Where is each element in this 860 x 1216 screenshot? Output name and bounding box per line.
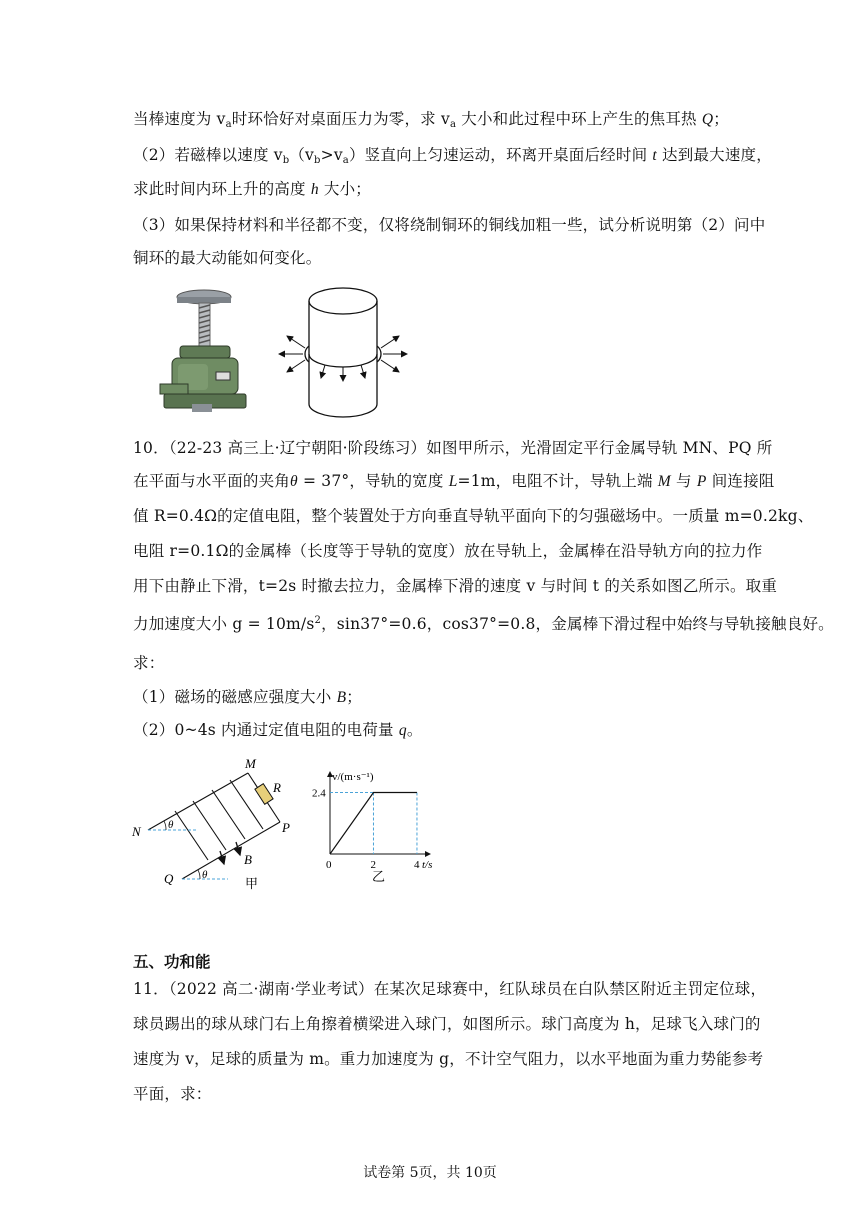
q10-line-3: 值 R=0.4Ω的定值电阻，整个装置处于方向垂直导轨平面向下的匀强磁场中。一质量 m=0.2kg、 — [133, 507, 814, 525]
vt-graph-yi — [312, 768, 448, 882]
q10-line-2: 在平面与水平面的夹角θ = 37°，导轨的宽度 L=1m，电阻不计，导轨上端 M 与 P 间连接阻 — [133, 472, 775, 490]
label-n: N — [132, 824, 141, 839]
q10-line-7: 求： — [133, 654, 165, 672]
q11-line-3: 速度为 v，足球的质量为 m。重力加速度为 g，不计空气阻力，以水平地面为重力势能参考 — [133, 1050, 764, 1068]
q11-line-1: 11．（2022 高二·湖南·学业考试）在某次足球赛中，红队球员在白队禁区附近主罚定位球， — [133, 980, 767, 998]
q10-line-4: 电阻 r=0.1Ω的金属棒（长度等于导轨的宽度）放在导轨上，金属棒在沿导轨方向的拉力作 — [133, 542, 763, 560]
q9-part2-line-2: 求此时间内环上升的高度 h 大小； — [133, 180, 372, 198]
q10-line-1: 10．（22-23 高三上·辽宁朝阳·阶段练习）如图甲所示，光滑固定平行金属导轨 MN、PQ 所 — [133, 439, 773, 457]
label-theta-2: θ — [202, 869, 208, 881]
section-heading: 五、功和能 — [133, 952, 211, 971]
q11-line-4: 平面，求： — [133, 1085, 212, 1103]
q10-sub-2: （2）0~4s 内通过定值电阻的电荷量 q。 — [133, 721, 423, 739]
y-axis-label: v/(m·s⁻¹) — [332, 771, 374, 783]
x-tick-label-2: 2 — [370, 859, 376, 871]
x-tick-label-4: 4 — [413, 859, 420, 871]
x-tick-label-0: 0 — [326, 859, 332, 871]
q9-part3-line-1: （3）如果保持材料和半径都不变，仅将绕制铜环的铜线加粗一些，试分析说明第（2）问中 — [133, 216, 766, 234]
label-b: B — [244, 852, 252, 867]
q10-line-6: 力加速度大小 $g = 10m/s^2$，sin37°=0.6，cos37°=0.8，金属棒下滑过程中始终与导轨接触良好。 — [133, 615, 834, 633]
label-r: R — [273, 780, 281, 795]
x-axis-label: t/s — [422, 859, 433, 871]
q9-part2-line-1: （2）若磁棒以速度 $v_b(v_b>v_a)$竖直向上匀速运动，环离开桌面后经时间 t 达到最大速度， — [133, 146, 772, 166]
rail-diagram-jia — [128, 752, 303, 892]
label-theta-1: θ — [168, 819, 174, 831]
label-m: M — [245, 756, 256, 771]
cylinder-diagram — [275, 284, 411, 420]
caption-jia: 甲 — [245, 876, 259, 891]
label-p: P — [282, 820, 290, 835]
page-footer: 试卷第 5页，共 10页 — [363, 1165, 497, 1181]
screw-jack-image — [158, 288, 252, 414]
y-tick-label-2-4: 2.4 — [312, 787, 326, 800]
q9-line-1: 当棒速度为 $v_a$时环恰好对桌面压力为零，求 $v_a$ 大小和此过程中环上产生的焦耳热 Q； — [133, 110, 729, 130]
caption-yi: 乙 — [372, 869, 386, 882]
q11-line-2: 球员踢出的球从球门右上角擦着横梁进入球门，如图所示。球门高度为 h，足球飞入球门的 — [133, 1015, 761, 1033]
q10-line-5: 用下由静止下滑，t=2s 时撤去拉力，金属棒下滑的速度 v 与时间 t 的关系如图乙所示。取重 — [133, 577, 778, 595]
q10-sub-1: （1）磁场的磁感应强度大小 B； — [133, 688, 362, 706]
q9-part3-line-2: 铜环的最大动能如何变化。 — [133, 249, 322, 267]
label-q: Q — [164, 871, 174, 886]
